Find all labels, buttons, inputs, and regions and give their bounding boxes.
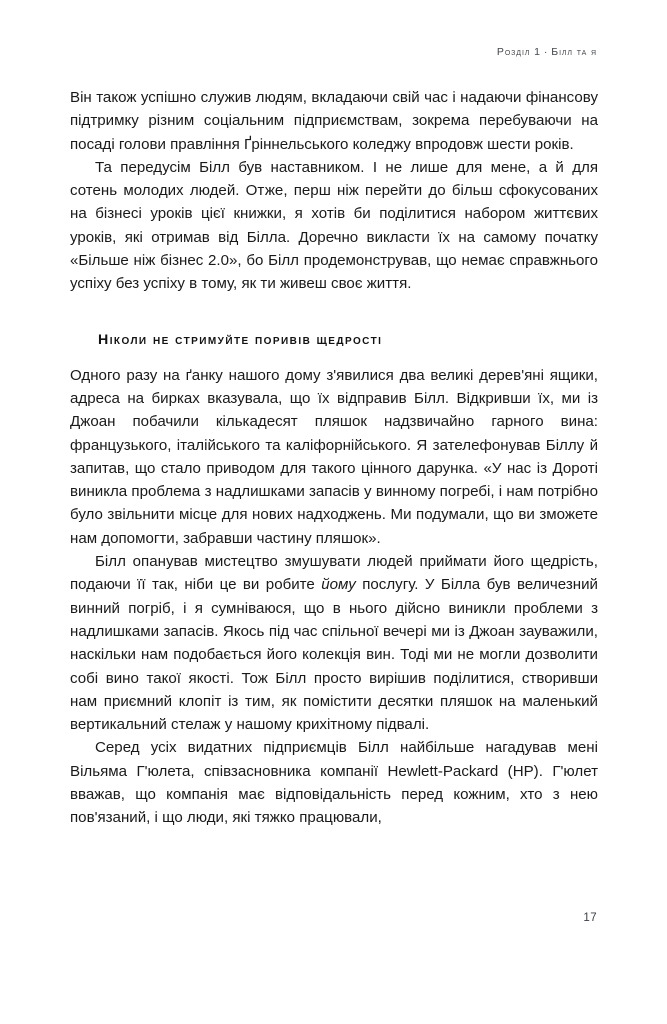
paragraph-2: Та передусім Білл був наставником. І не лише для мене, а й для сотень молодих людей. Отже, перш ніж перейти до більш сфокусованих на бізнесі уроків цієї книжки, я хотів би поділитися набором життєвих уроків, які отримав від Білла. Доречно викласти їх на самому початку «Більше ніж бізнес 2.0», бо Білл продемонстрував, що немає справжнього успіху без успіху в тому, як ти живеш своє життя. [70, 158, 598, 293]
running-head-chapter-number: 1 [534, 46, 541, 58]
section-heading-rest: іколи не стримуйте поривів щедрості [109, 331, 383, 348]
section-heading [70, 296, 598, 364]
running-head-chapter-title-first: Б [551, 46, 560, 58]
paragraph-3: Одного разу на ґанку нашого дому з'явилися два великі дерев'яні ящики, адреса на бирках вказувала, що їх відправив Білл. Відкривши їх, ми із Джоан побачили кількадесят пляшок надзвичайно гарного вина: французького, італійського та каліфорнійського. Я зателефонував Біллу й запитав, що стало приводом для такого цінного дарунка. «У нас із Дороті виникла проблема з надлишками запасів у винному погребі, і нам потрібно було звільнити місце для нових надходжень. Ми подумали, що ви зможете нам допомогти, забравши частину пляшок». [70, 366, 598, 547]
running-head-chapter-title: ілл та я [559, 46, 597, 58]
paragraph-4-seg-3: послугу. У Білла був величезний винний погріб, і я сумніваюся, що в нього дійсно виникли проблеми з надлишками запасів. Якось під час спільної вечері ми із Джоан зауважили, наскільки нам подобається його колекція вин. Тоді ми не могли дозволити собі вино такої якості. Тож Білл просто вирішив поділитися, створивши нам приємний клопіт із тим, як помістити десятки пляшок на маленький вертикальний стелаж у нашому крихітному підвалі. [70, 576, 598, 734]
paragraph-4 [70, 550, 598, 736]
running-head-separator: · [543, 46, 549, 58]
paragraph-1: Він також успішно служив людям, вкладаючи свій час і надаючи фінансову підтримку різним соціальним підприємствам, зокрема перебуваючи на посаді голови правління Ґріннельського коледжу впродовж шести років. [70, 89, 598, 153]
paragraph-4-seg-1: Білл опанував мистецтво змушувати людей приймати його щедрість, подаючи її так, ніби це ви робите [70, 553, 598, 594]
running-head [70, 46, 597, 58]
paragraph-5: Серед усіх видатних підприємців Білл найбільше нагадував мені Вільяма Г'юлета, співзасновника компанії Hewlett-Packard (HP). Г'юлет вважав, що компанія має відповідальність перед кожним, хто з нею пов'язаний, і що люди, які тяжко працювали, [70, 739, 598, 827]
section-heading-initial: Н [98, 331, 110, 348]
page-number: 17 [583, 912, 597, 924]
paragraph-4-emphasis: йому [321, 576, 356, 594]
text-column [70, 86, 598, 830]
running-head-chapter-label: Розділ [496, 46, 531, 58]
